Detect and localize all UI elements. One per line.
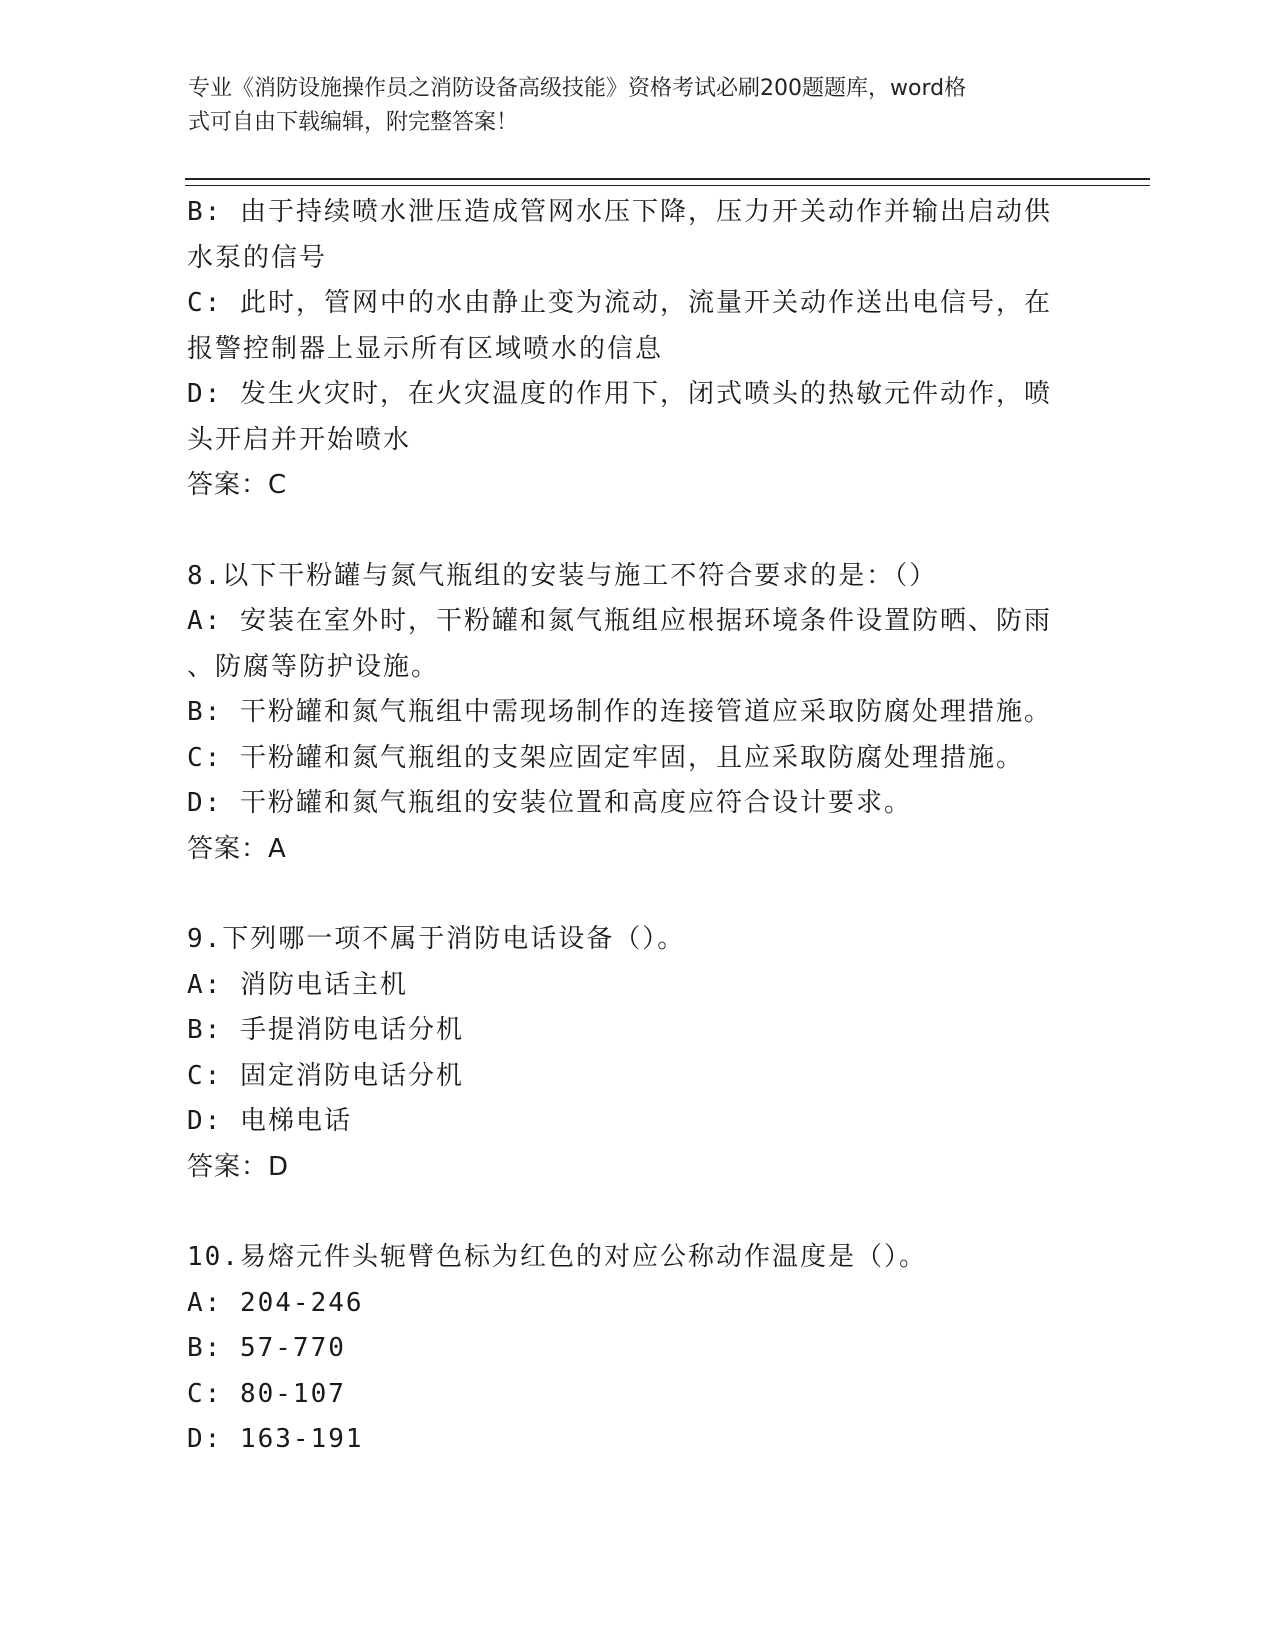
option-b-line-2: 水泵的信号 [187,242,328,273]
question-8 [187,554,1087,873]
option-d: D: 163-191 [187,1424,364,1454]
question-text: 8.以下干粉罐与氮气瓶组的安装与施工不符合要求的是：（） [187,560,938,591]
option-a: A: 消防电话主机 [187,969,408,1000]
question-10 [187,1235,1087,1463]
option-d: D: 干粉罐和氮气瓶组的安装位置和高度应符合设计要求。 [187,788,912,818]
answer: 答案：A [187,833,287,864]
option-a: A: 204-246 [187,1287,364,1318]
option-d-line-1: D: 发生火灾时，在火灾温度的作用下，闭式喷头的热敏元件动作，喷 [187,379,1052,409]
question-text: 9.下列哪一项不属于消防电话设备（）。 [187,924,686,954]
header-rule-thick [185,178,1150,180]
option-c: C: 干粉罐和氮气瓶组的支架应固定牢固，且应采取防腐处理措施。 [187,742,1024,773]
option-b: B: 57-770 [187,1333,346,1363]
option-c-line-1: C: 此时，管网中的水由静止变为流动，流量开关动作送出电信号，在 [187,288,1052,318]
option-a-line-2: 、防腐等防护设施。 [187,651,440,682]
header-line-1: 专业《消防设施操作员之消防设备高级技能》资格考试必刷200题题库，word格 [188,76,967,101]
option-c: C: 80-107 [187,1378,346,1409]
option-a-line-1: A: 安装在室外时，干粉罐和氮气瓶组应根据环境条件设置防晒、防雨 [187,606,1052,636]
option-b: B: 手提消防电话分机 [187,1015,464,1045]
option-c-line-2: 报警控制器上显示所有区域喷水的信息 [187,333,664,364]
question-text: 10.易熔元件头轭臂色标为红色的对应公称动作温度是（）。 [187,1242,927,1272]
question-9 [187,917,1087,1190]
answer: 答案：D [187,1151,290,1182]
document-header [188,72,1068,140]
option-b: B: 干粉罐和氮气瓶组中需现场制作的连接管道应采取防腐处理措施。 [187,697,1052,727]
option-b-line-1: B: 由于持续喷水泄压造成管网水压下降，压力开关动作并输出启动供 [187,197,1052,227]
option-d: D: 电梯电话 [187,1106,352,1136]
header-rule-thin [185,185,1150,186]
option-c: C: 固定消防电话分机 [187,1060,464,1091]
question-7-continued [187,190,1087,509]
option-d-line-2: 头开启并开始喷水 [187,424,412,455]
header-line-2: 式可自由下载编辑，附完整答案！ [188,110,519,135]
document-body [187,190,1087,1463]
answer: 答案：C [187,470,288,500]
